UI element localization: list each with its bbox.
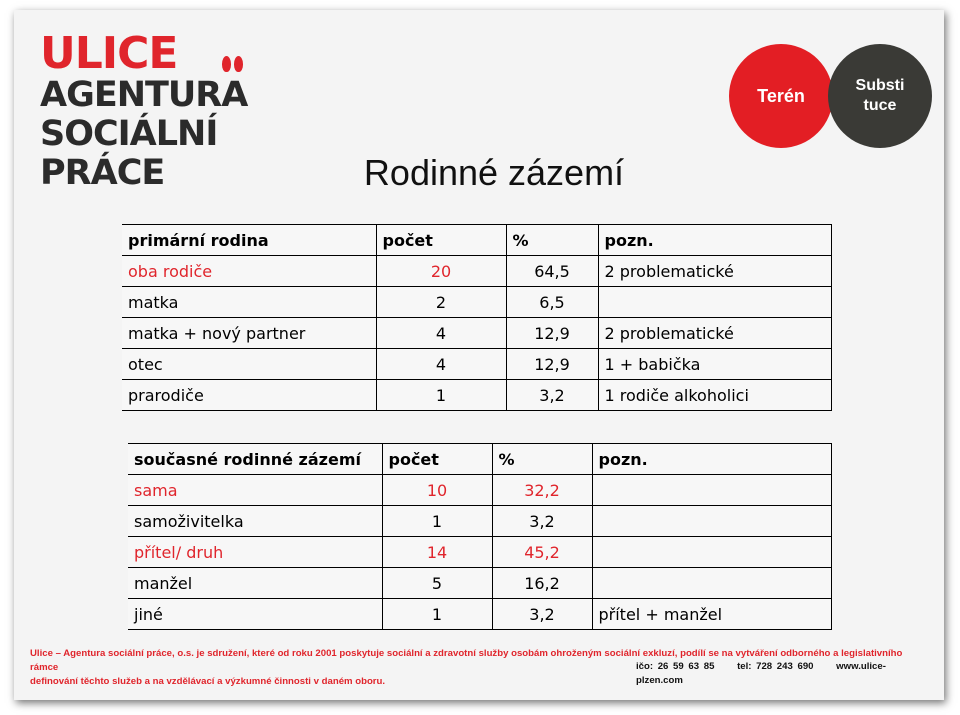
current-family-table — [128, 443, 832, 630]
table-cell: 12,9 — [506, 318, 598, 349]
table-cell: 10 — [382, 475, 492, 506]
table-cell: sama — [128, 475, 382, 506]
footer-website: www.ulice-plzen.com — [636, 661, 886, 686]
table-row — [122, 380, 832, 411]
table-cell: 2 problematické — [598, 256, 832, 287]
table-cell: 12,9 — [506, 349, 598, 380]
logo-line-2: AGENTURA — [40, 75, 248, 115]
footer-phone: tel: 728 243 690 — [737, 661, 814, 672]
table-cell: 3,2 — [506, 380, 598, 411]
header-cell: primární rodina — [122, 225, 376, 256]
table-cell — [598, 287, 832, 318]
table-cell: 1 rodiče alkoholici — [598, 380, 832, 411]
table-cell: 20 — [376, 256, 506, 287]
footprints-icon — [222, 36, 246, 77]
primary-family-table — [122, 224, 832, 411]
table-cell: 2 — [376, 287, 506, 318]
table-cell: přítel + manžel — [592, 599, 832, 630]
table-cell: 4 — [376, 318, 506, 349]
header-cell: počet — [376, 225, 506, 256]
table-cell: přítel/ druh — [128, 537, 382, 568]
table-row — [122, 349, 832, 380]
footer-ico: ičo: 26 59 63 85 — [636, 661, 715, 672]
table-cell: 32,2 — [492, 475, 592, 506]
table-row — [128, 599, 832, 630]
table-cell: 2 problematické — [598, 318, 832, 349]
logo-line-1: ULICE — [40, 28, 178, 79]
footer-text-line-2: definování těchto služeb a na vzdělávací a výzkumné činnosti v daném oboru. — [30, 676, 386, 687]
table-cell: 1 — [376, 380, 506, 411]
table-cell: matka + nový partner — [122, 318, 376, 349]
header-cell: % — [492, 444, 592, 475]
table-cell: 6,5 — [506, 287, 598, 318]
table-row — [128, 537, 832, 568]
teren-badge: Terén — [729, 44, 833, 148]
table-cell: prarodiče — [122, 380, 376, 411]
ulice-logo — [40, 28, 270, 195]
substituce-badge: Substi tuce — [828, 44, 932, 148]
table-cell: oba rodiče — [122, 256, 376, 287]
table-cell: matka — [122, 287, 376, 318]
table-cell: 14 — [382, 537, 492, 568]
table-cell — [592, 506, 832, 537]
table-cell: 45,2 — [492, 537, 592, 568]
table-cell: samoživitelka — [128, 506, 382, 537]
table-cell: manžel — [128, 568, 382, 599]
table-header-row — [128, 444, 832, 475]
table-cell: 1 — [382, 599, 492, 630]
header-cell: % — [506, 225, 598, 256]
table-cell: 64,5 — [506, 256, 598, 287]
header-cell: pozn. — [598, 225, 832, 256]
header-cell: počet — [382, 444, 492, 475]
table-cell: 3,2 — [492, 506, 592, 537]
table-cell: jiné — [128, 599, 382, 630]
table-row — [122, 318, 832, 349]
header-cell: pozn. — [592, 444, 832, 475]
table-row — [122, 287, 832, 318]
table-cell — [592, 537, 832, 568]
table-row — [128, 568, 832, 599]
logo-line-3: SOCIÁLNÍ — [40, 114, 218, 154]
table-cell — [592, 475, 832, 506]
table-row — [122, 256, 832, 287]
footer-text-line-1: Ulice – Agentura sociální práce, o.s. je sdružení, které od roku 2001 poskytuje sociální a zdravotní služby osobám ohroženým sociální exkluzí, podílí se na vytváření odborného a legislativního rámce — [30, 648, 903, 673]
table-header-row — [122, 225, 832, 256]
table-cell: 16,2 — [492, 568, 592, 599]
table-cell: 4 — [376, 349, 506, 380]
table-cell: 1 + babička — [598, 349, 832, 380]
logo-line-4: PRÁCE — [40, 153, 165, 193]
footer-contacts — [636, 660, 910, 688]
footer — [30, 647, 910, 689]
table-cell: 5 — [382, 568, 492, 599]
slide-title: Rodinné zázemí — [363, 152, 625, 193]
table-cell: 3,2 — [492, 599, 592, 630]
table-cell: otec — [122, 349, 376, 380]
table-row — [128, 475, 832, 506]
header-cell: současné rodinné zázemí — [128, 444, 382, 475]
table-cell: 1 — [382, 506, 492, 537]
table-cell — [592, 568, 832, 599]
table-row — [128, 506, 832, 537]
